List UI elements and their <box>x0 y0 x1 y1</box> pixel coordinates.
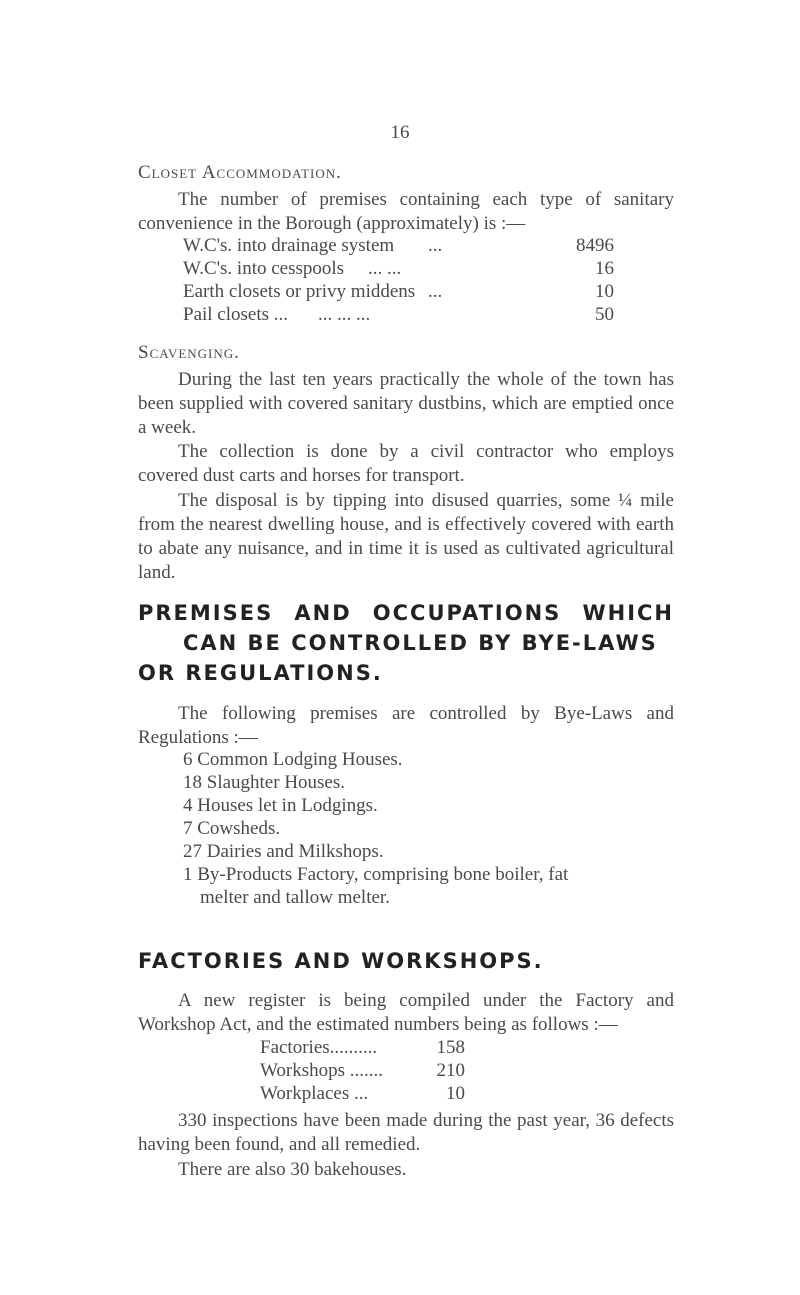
premises-intro: The following premises are controlled by Bye-Laws and Regulations :— <box>138 703 674 748</box>
factories-row <box>260 1037 465 1059</box>
scavenging-paragraph: The collection is done by a civil contractor who employs covered dust carts and horses for transport. <box>138 441 674 486</box>
row-label: Earth closets or privy middens <box>183 281 416 302</box>
page-number: 16 <box>390 122 410 143</box>
factories-intro: A new register is being compiled under the Factory and Workshop Act, and the estimated numbers being as follows :— <box>138 990 674 1035</box>
list-item-continuation: melter and tallow melter. <box>200 887 390 908</box>
row-dots: ... ... <box>368 258 402 279</box>
scavenging-heading: Scavenging. <box>138 342 240 363</box>
row-label: Pail closets ... <box>183 304 289 325</box>
factories-row <box>260 1060 465 1082</box>
row-value: 158 <box>436 1037 465 1058</box>
list-item: 1 By-Products Factory, comprising bone boiler, fat <box>183 864 569 885</box>
list-item: 4 Houses let in Lodgings. <box>183 795 378 816</box>
inspections-paragraph: 330 inspections have been made during the past year, 36 defects having been found, and all remedied. <box>138 1110 674 1155</box>
closet-row <box>183 304 614 326</box>
closet-row <box>183 281 614 303</box>
closet-intro: The number of premises containing each type of sanitary convenience in the Borough (approximately) is :— <box>138 189 674 234</box>
row-label: Workplaces ... <box>260 1083 369 1104</box>
row-value: 210 <box>436 1060 465 1081</box>
row-value: 10 <box>446 1083 465 1104</box>
factories-heading: FACTORIES AND WORKSHOPS. <box>138 949 544 973</box>
row-label: Workshops ....... <box>260 1060 384 1081</box>
factories-row <box>260 1083 465 1105</box>
row-label: W.C's. into drainage system <box>183 235 395 256</box>
row-value: 10 <box>595 281 614 302</box>
closet-row <box>183 235 614 257</box>
premises-heading-line2: CAN BE CONTROLLED BY BYE-LAWS <box>183 631 658 655</box>
closet-row <box>183 258 614 280</box>
row-label: Factories.......... <box>260 1037 378 1058</box>
scavenging-paragraph: During the last ten years practically the whole of the town has been supplied with covered sanitary dustbins, which are emptied once a week. <box>138 369 674 438</box>
bakehouses-paragraph: There are also 30 bakehouses. <box>178 1159 407 1180</box>
row-dots: ... <box>428 281 443 302</box>
list-item: 7 Cowsheds. <box>183 818 281 839</box>
row-value: 8496 <box>576 235 614 256</box>
closet-heading: Closet Accommodation. <box>138 162 342 183</box>
list-item: 6 Common Lodging Houses. <box>183 749 403 770</box>
premises-heading-line1: PREMISES AND OCCUPATIONS WHICH <box>138 601 674 625</box>
list-item: 18 Slaughter Houses. <box>183 772 346 793</box>
list-item: 27 Dairies and Milkshops. <box>183 841 384 862</box>
row-dots: ... <box>428 235 443 256</box>
row-value: 16 <box>595 258 614 279</box>
row-label: W.C's. into cesspools <box>183 258 345 279</box>
scavenging-paragraph: The disposal is by tipping into disused quarries, some ¼ mile from the nearest dwelling house, and is effectively covered with earth to abate any nuisance, and in time it is used as cultivated agricultural land. <box>138 490 674 583</box>
row-value: 50 <box>595 304 614 325</box>
premises-heading-line3: OR REGULATIONS. <box>138 661 383 685</box>
row-dots: ... ... ... <box>318 304 371 325</box>
